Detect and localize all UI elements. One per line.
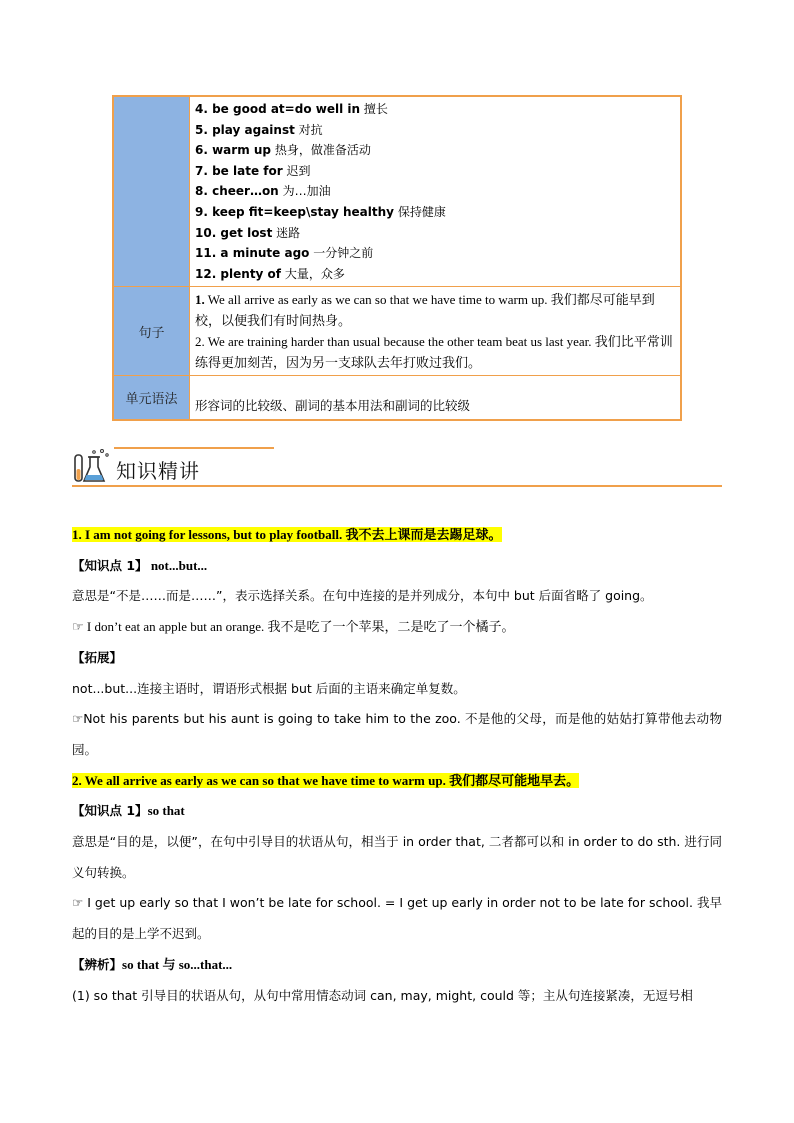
sentences-label-cell: 句子	[114, 287, 190, 375]
section-header	[72, 445, 722, 489]
extend-heading: 【拓展】	[72, 649, 123, 665]
example-1: ☞ I don’t eat an apple but an orange. 我不是吃了一个苹果，二是吃了一个橘子。	[72, 619, 515, 635]
point-2-heading: 【知识点 1】so that	[72, 803, 185, 819]
phrase-item: 9. keep fit=keep\stay healthy 保持健康	[195, 204, 446, 219]
sentences-row	[114, 286, 680, 375]
phrase-item: 11. a minute ago 一分钟之前	[195, 246, 374, 261]
sentence-item: 2. We are training harder than usual because the other team beat us last year. 我们比平常训练得更加刻苦，因为另一支球队去年打败过我们。	[195, 334, 673, 371]
grammar-row	[114, 375, 680, 419]
phrase-item: 10. get lost 迷路	[195, 225, 301, 240]
extend-description: not...but...连接主语时，谓语形式根据 but 后面的主语来确定单复数。	[72, 680, 466, 696]
point-1-heading: 【知识点 1】 not...but...	[72, 557, 208, 573]
phrase-item: 7. be late for 迟到	[195, 163, 311, 178]
vocabulary-table	[112, 95, 682, 421]
knowledge-content	[72, 520, 722, 1011]
point-1-description: 意思是“不是……而是……”，表示选择关系。在句中连接的是并列成分，本句中 but 后面省略了 going。	[72, 588, 653, 604]
analysis-item-1: (1) so that 引导目的状语从句，从句中常用情态动词 can, may, might, could 等；主从句连接紧凑，无逗号相	[72, 987, 693, 1003]
phrase-item: 5. play against 对抗	[195, 122, 323, 137]
example-3: ☞ I get up early so that I won’t be late for school. = I get up early in order not to be late for school. 我早起的目的是上学不迟到。	[72, 895, 722, 942]
sentence-item: 1. We all arrive as early as we can so that we have time to warm up. 我们都尽可能早到校，以便我们有时间热身。	[195, 292, 655, 329]
phrases-row	[114, 97, 680, 286]
chemistry-flask-icon	[72, 447, 112, 485]
heading-2: 2. We all arrive as early as we can so that we have time to warm up. 我们都尽可能地早去。	[72, 772, 580, 788]
analysis-heading: 【辨析】so that 与 so...that...	[72, 956, 233, 972]
phrases-cell	[190, 97, 680, 286]
heading-1: 1. I am not going for lessons, but to play football. 我不去上课而是去踢足球。	[72, 527, 502, 542]
sentences-cell	[190, 287, 680, 375]
grammar-cell: 形容词的比较级、副词的基本用法和副词的比较级	[195, 398, 471, 414]
point-2-description: 意思是“目的是，以便”，在句中引导目的状语从句，相当于 in order that, 二者都可以和 in order to do sth. 进行同义句转换。	[72, 834, 722, 880]
example-2: ☞Not his parents but his aunt is going to take him to the zoo. 不是他的父母，而是他的姑姑打算带他去动物园。	[72, 711, 722, 757]
phrase-item: 12. plenty of 大量，众多	[195, 266, 345, 281]
phrase-item: 8. cheer…on 为…加油	[195, 184, 331, 199]
phrase-item: 4. be good at=do well in 擅长	[195, 102, 388, 116]
header-top-rule	[114, 447, 274, 449]
header-bottom-rule	[72, 485, 722, 487]
phrases-label-cell	[114, 97, 190, 286]
phrase-item: 6. warm up 热身，做准备活动	[195, 143, 371, 158]
grammar-label-cell: 单元语法	[114, 376, 190, 419]
section-title: 知识精讲	[116, 459, 200, 483]
